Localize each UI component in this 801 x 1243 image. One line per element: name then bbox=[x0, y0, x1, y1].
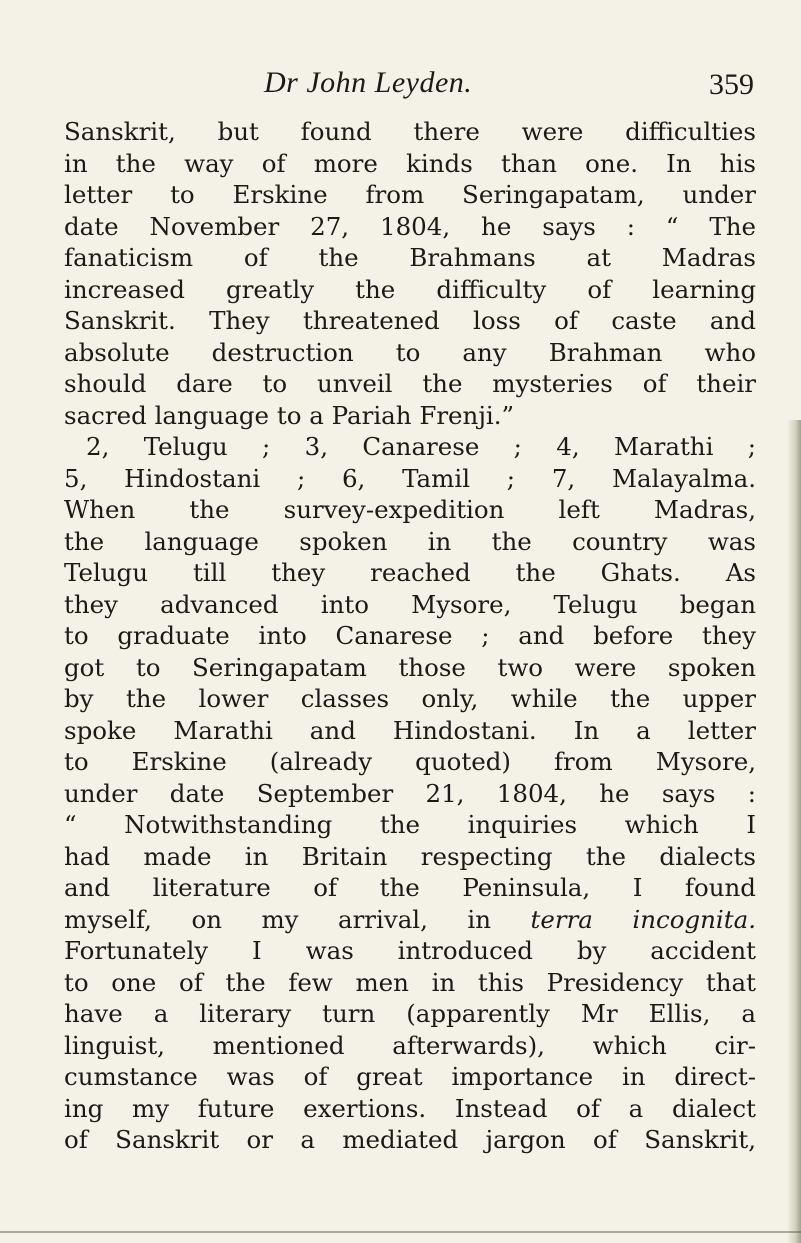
text-line-with-italic bbox=[64, 904, 756, 936]
text-line: ing my future exertions. Instead of a dialect bbox=[64, 1093, 756, 1123]
body-text bbox=[64, 116, 756, 1156]
text-line: they advanced into Mysore, Telugu began bbox=[64, 589, 756, 619]
text-line: to graduate into Canarese ; and before they bbox=[64, 621, 756, 650]
text-line: Fortunately I was introduced by accident bbox=[64, 936, 756, 965]
text-line: sacred language to a Pariah Frenji.” bbox=[64, 400, 515, 430]
text-line: 2, Telugu ; 3, Canarese ; 4, Marathi ; bbox=[86, 432, 756, 461]
text-line: by the lower classes only, while the upper bbox=[64, 684, 756, 713]
italic-phrase: terra incognita. bbox=[530, 904, 756, 934]
text-line: under date September 21, 1804, he says : bbox=[64, 778, 756, 808]
text-line: had made in Britain respecting the dialects bbox=[64, 841, 756, 871]
text-line: got to Seringapatam those two were spoken bbox=[64, 652, 756, 682]
text-line: Sanskrit, but found there were difficulties bbox=[64, 117, 756, 146]
text-line: increased greatly the difficulty of learning bbox=[64, 274, 756, 304]
text-line: linguist, mentioned afterwards), which cir- bbox=[64, 1030, 756, 1060]
running-title: Dr John Leyden. bbox=[264, 66, 473, 99]
text-line: of Sanskrit or a mediated jargon of Sanskrit, bbox=[64, 1125, 756, 1154]
text-line: absolute destruction to any Brahman who bbox=[64, 337, 756, 367]
bottom-edge-line bbox=[0, 1231, 801, 1233]
text-line: Sanskrit. They threatened loss of caste and bbox=[64, 306, 756, 335]
text-line: “ Notwithstanding the inquiries which I bbox=[64, 810, 756, 839]
text-line-lead: myself, on my arrival, in bbox=[64, 904, 492, 934]
text-line: 5, Hindostani ; 6, Tamil ; 7, Malayalma. bbox=[64, 463, 756, 493]
text-line: the language spoken in the country was bbox=[64, 526, 756, 556]
page-edge-shadow bbox=[787, 420, 801, 1243]
page-number: 359 bbox=[709, 68, 754, 101]
text-line: and literature of the Peninsula, I found bbox=[64, 873, 756, 902]
text-line: fanaticism of the Brahmans at Madras bbox=[64, 243, 756, 272]
text-line: to Erskine (already quoted) from Mysore, bbox=[64, 747, 756, 776]
text-line: spoke Marathi and Hindostani. In a letter bbox=[64, 715, 756, 745]
text-line: date November 27, 1804, he says : “ The bbox=[64, 211, 756, 241]
text-line: cumstance was of great importance in direct- bbox=[64, 1062, 756, 1091]
text-line: in the way of more kinds than one. In his bbox=[64, 148, 756, 178]
text-line: should dare to unveil the mysteries of their bbox=[64, 369, 756, 398]
text-line: letter to Erskine from Seringapatam, under bbox=[64, 180, 756, 209]
text-line: to one of the few men in this Presidency that bbox=[64, 967, 756, 997]
text-line: have a literary turn (apparently Mr Ellis, a bbox=[64, 999, 756, 1028]
text-line: Telugu till they reached the Ghats. As bbox=[64, 558, 756, 587]
page-header bbox=[64, 66, 754, 106]
text-line: When the survey-expedition left Madras, bbox=[64, 495, 756, 524]
